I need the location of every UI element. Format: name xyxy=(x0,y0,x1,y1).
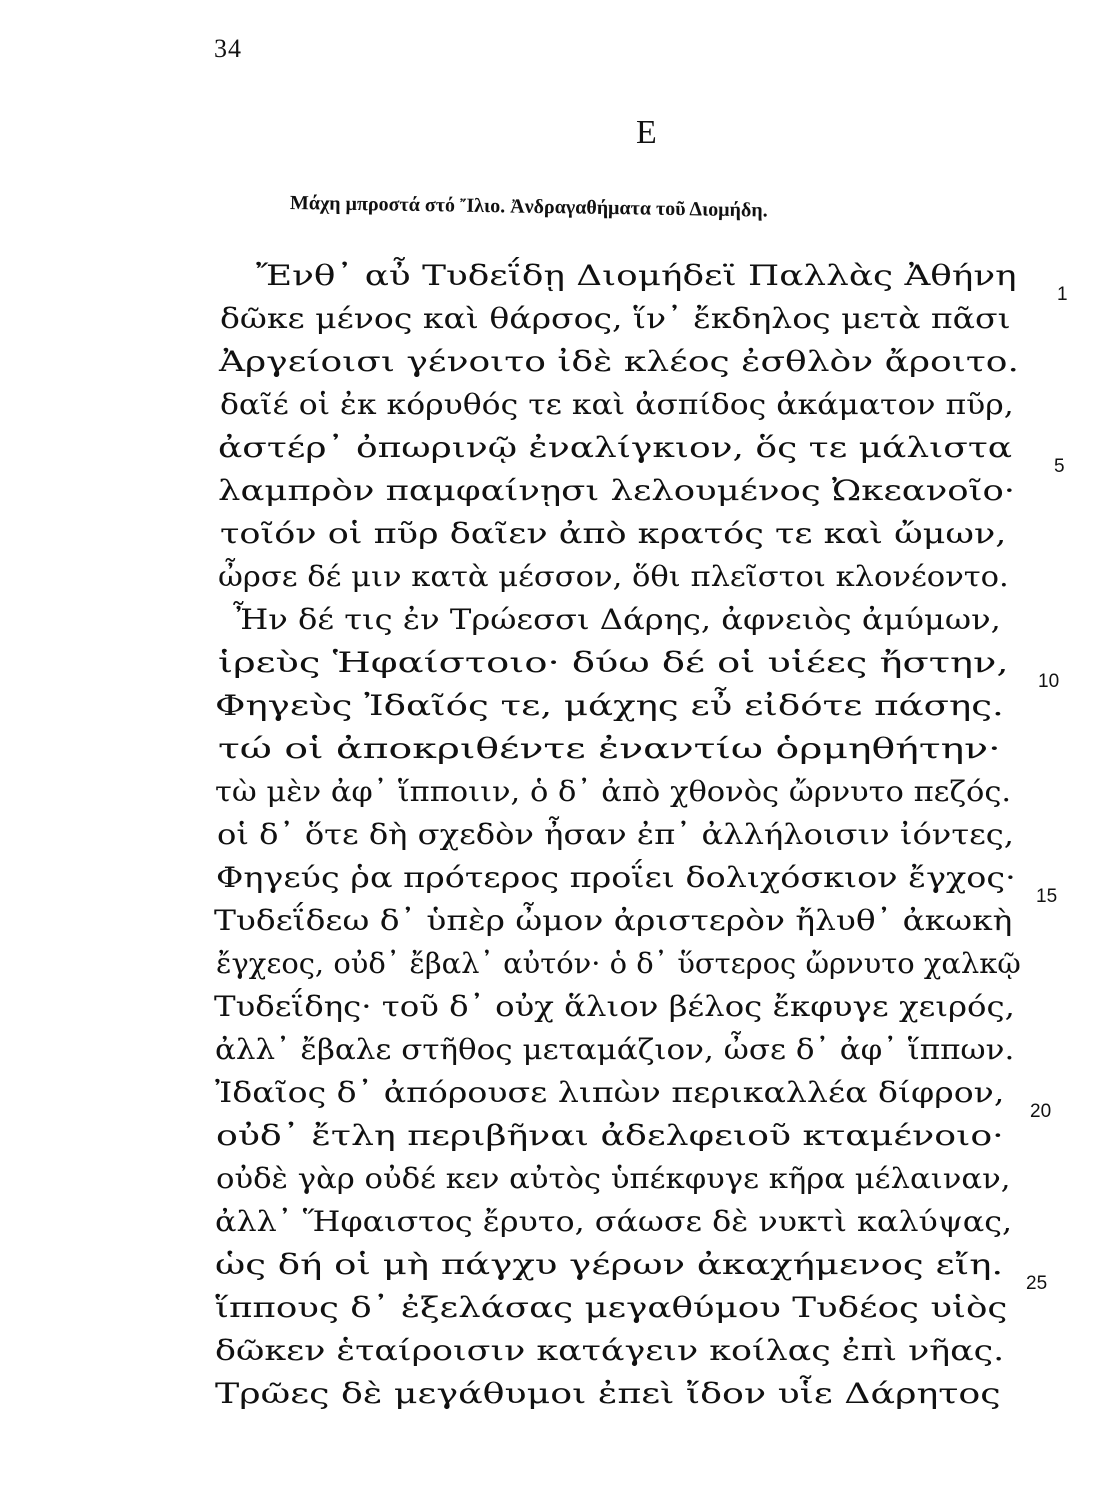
verse-line: ἔγχεος, οὐδ᾽ ἔβαλ᾽ αὐτόν· ὁ δ᾽ ὕστερος ὤρνυτο χαλκῷ xyxy=(216,947,1021,980)
verse-line: Τυδεΐδεω δ᾽ ὑπὲρ ὦμον ἀριστερὸν ἤλυθ᾽ ἀκωκὴ xyxy=(214,904,1013,937)
summary-heading: Μάχη μπροστά στό Ἴλιο. Ἀνδραγαθήματα τοῦ Διομήδη. xyxy=(289,192,768,222)
line-number: 15 xyxy=(1036,886,1058,907)
verse-line: ἀλλ᾽ Ἥφαιστος ἔρυτο, σάωσε δὲ νυκτὶ καλύψας, xyxy=(215,1205,1013,1238)
line-number: 20 xyxy=(1030,1101,1052,1122)
verse-line: δῶκεν ἑταίροισιν κατάγειν κοίλας ἐπὶ νῆας. xyxy=(215,1334,1005,1367)
verse-line: Φηγεύς ῥα πρότερος προΐει δολιχόσκιον ἔγχος· xyxy=(216,861,1016,894)
verse-line: λαμπρὸν παμφαίνῃσι λελουμένος Ὠκεανοῖο· xyxy=(218,474,1016,507)
verse-line: οὐδὲ γὰρ οὐδέ κεν αὐτὸς ὑπέκφυγε κῆρα μέλαιναν, xyxy=(216,1162,1011,1195)
verse-line: δαῖέ οἱ ἐκ κόρυθός τε καὶ ἀσπίδος ἀκάματον πῦρ, xyxy=(220,388,1014,421)
verse-line: οἱ δ᾽ ὅτε δὴ σχεδὸν ἦσαν ἐπ᾽ ἀλλήλοισιν ἰόντες, xyxy=(217,818,1015,851)
verse-line: ἀλλ᾽ ἔβαλε στῆθος μεταμάζιον, ὦσε δ᾽ ἀφ᾽ ἵππων. xyxy=(215,1033,1015,1066)
verse-line: ἵππους δ᾽ ἐξελάσας μεγαθύμου Τυδέος υἱὸς xyxy=(215,1291,1008,1324)
verse-line: τοῖόν οἱ πῦρ δαῖεν ἀπὸ κρατός τε καὶ ὤμων, xyxy=(220,517,1007,550)
verse-line: Ἀργείοισι γένοιτο ἰδὲ κλέος ἐσθλὸν ἄροιτο. xyxy=(219,345,1019,378)
verse-line: δῶκε μένος καὶ θάρσος, ἵν᾽ ἔκδηλος μετὰ πᾶσι xyxy=(220,302,1011,335)
verse-line: ἀστέρ᾽ ὀπωρινῷ ἐναλίγκιον, ὅς τε μάλιστα xyxy=(218,431,1013,464)
verse-line: ἱρεὺς Ἡφαίστοιο· δύω δέ οἱ υἱέες ἤστην, xyxy=(218,646,1009,679)
line-number: 1 xyxy=(1057,284,1068,305)
line-number: 25 xyxy=(1026,1273,1048,1294)
page-number: 34 xyxy=(214,34,242,63)
line-number: 5 xyxy=(1054,456,1065,477)
verse-line: τὼ μὲν ἀφ᾽ ἵπποιιν, ὁ δ᾽ ἀπὸ χθονὸς ὤρνυτο πεζός. xyxy=(215,775,1012,808)
line-number: 10 xyxy=(1038,671,1060,692)
verse-line: ὡς δή οἱ μὴ πάγχυ γέρων ἀκαχήμενος εἴη. xyxy=(215,1248,1004,1281)
verse-line: οὐδ᾽ ἔτλη περιβῆναι ἀδελφειοῦ κταμένοιο· xyxy=(216,1119,1004,1152)
verse-line: Τρῶες δὲ μεγάθυμοι ἐπεὶ ἴδον υἷε Δάρητος xyxy=(215,1377,1001,1410)
verse-line: Τυδεΐδης· τοῦ δ᾽ οὐχ ἅλιον βέλος ἔκφυγε χειρός, xyxy=(214,990,1015,1023)
verse-line: Φηγεὺς Ἰδαῖός τε, μάχης εὖ εἰδότε πάσης. xyxy=(215,689,1004,722)
verse-line: τώ οἱ ἀποκριθέντε ἐναντίω ὁρμηθήτην· xyxy=(218,732,1001,765)
verse-line: ὦρσε δέ μιν κατὰ μέσσον, ὅθι πλεῖστοι κλονέοντο. xyxy=(218,560,1009,593)
verse-line: Ἔνθ᾽ αὖ Τυδεΐδῃ Διομήδεϊ Παλλὰς Ἀθήνη xyxy=(256,259,1017,292)
verse-line: Ἰδαῖος δ᾽ ἀπόρουσε λιπὼν περικαλλέα δίφρον, xyxy=(215,1076,1005,1109)
book-letter: Ε xyxy=(636,114,657,151)
verse-line: Ἦν δέ τις ἐν Τρώεσσι Δάρης, ἀφνειὸς ἀμύμων, xyxy=(233,603,1001,636)
